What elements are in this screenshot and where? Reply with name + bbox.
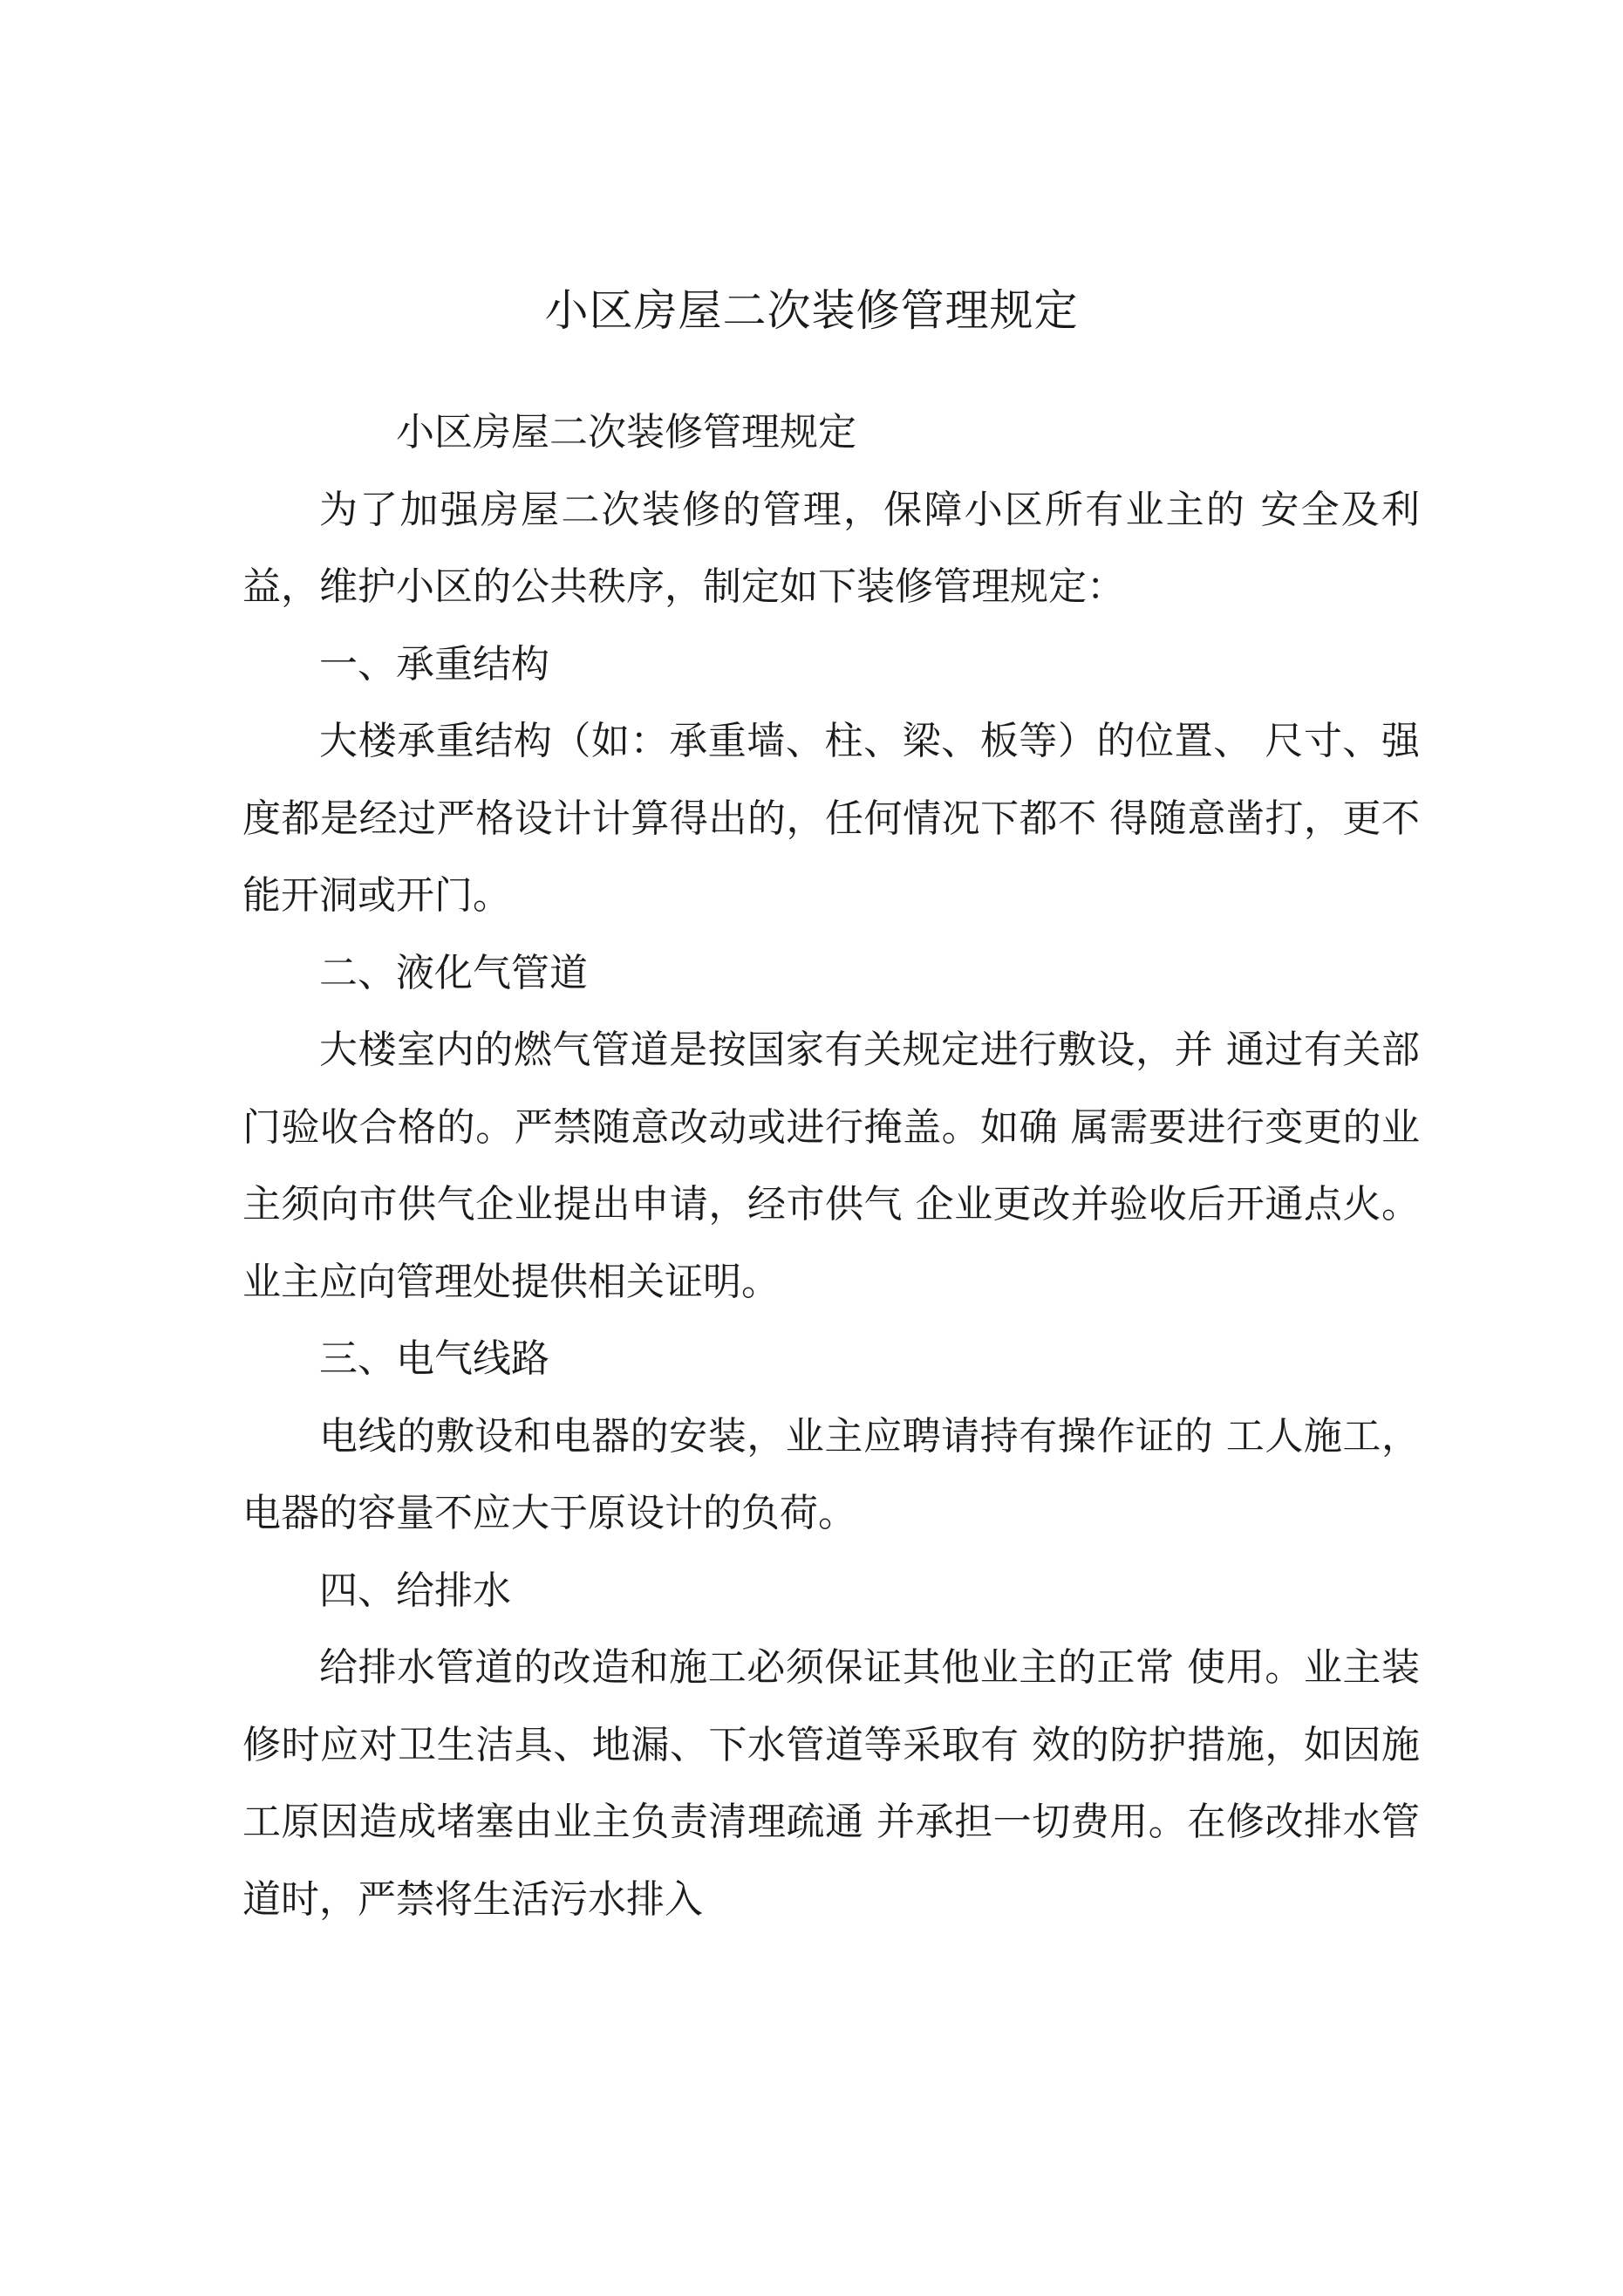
section-body-plumbing: 给排水管道的改造和施工必须保证其他业主的正常 使用。业主装修时应对卫生洁具、地漏、下水管道等采取有 效的防护措施，如因施工原因造成堵塞由业主负责清理疏通 并承担一切费用。在修改排水管道时，严禁将生活污水排入 bbox=[242, 1645, 1420, 1922]
document-title: 小区房屋二次装修管理规定 bbox=[544, 285, 1079, 336]
document-body bbox=[242, 394, 1420, 1938]
section-heading-gas-pipeline: 二、液化气管道 bbox=[319, 950, 588, 995]
section-body-electrical: 电线的敷设和电器的安装，业主应聘请持有操作证的 工人施工，电器的容量不应大于原设计的负荷。 bbox=[242, 1413, 1420, 1535]
subtitle-paragraph: 小区房屋二次装修管理规定 bbox=[396, 410, 856, 454]
section-heading-electrical: 三、电气线路 bbox=[319, 1336, 549, 1381]
section-heading-load-bearing: 一、承重结构 bbox=[319, 641, 549, 687]
section-body-load-bearing: 大楼承重结构（如：承重墙、柱、梁、板等）的位置、 尺寸、强度都是经过严格设计计算得出的，任何情况下都不 得随意凿打，更不能开洞或开门。 bbox=[242, 719, 1420, 918]
section-body-gas-pipeline: 大楼室内的燃气管道是按国家有关规定进行敷设，并 通过有关部门验收合格的。严禁随意改动或进行掩盖。如确 属需要进行变更的业主须向市供气企业提出申请，经市供气 企业更改并验收后开通点火。业主应向管理处提供相关证明。 bbox=[242, 1028, 1420, 1304]
intro-paragraph: 为了加强房屋二次装修的管理，保障小区所有业主的 安全及利益，维护小区的公共秩序，制定如下装修管理规定： bbox=[242, 487, 1420, 609]
section-heading-plumbing: 四、给排水 bbox=[319, 1568, 511, 1613]
